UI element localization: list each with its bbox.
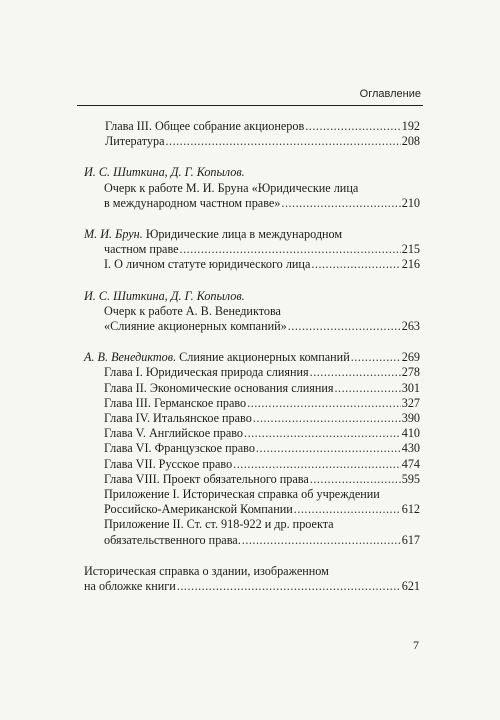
leader-dots: [177, 579, 401, 594]
toc-entry[interactable]: «Слияние акционерных компаний» ..... 263: [84, 319, 420, 334]
toc-authors: И. С. Шиткина, Д. Г. Копылов.: [84, 288, 245, 303]
toc-entry[interactable]: Глава IV. Итальянское право ..... 390: [84, 411, 420, 426]
toc-page-number: 390: [401, 411, 420, 426]
toc-entry[interactable]: Глава VIII. Проект обязательного права ..... 595: [84, 472, 420, 487]
header-divider: [77, 105, 423, 106]
leader-dots: [281, 196, 400, 211]
toc-entry[interactable]: Глава III. Общее собрание акционеров ..... 192: [84, 119, 420, 134]
leader-dots: [247, 396, 401, 411]
table-of-contents: [84, 119, 420, 594]
toc-page-number: 617: [401, 532, 420, 547]
leader-dots: [310, 472, 401, 487]
toc-page-number: 192: [401, 119, 420, 133]
leader-dots: [180, 242, 401, 257]
toc-page-number: 210: [401, 195, 420, 210]
leader-dots: [165, 134, 400, 149]
leader-dots: [334, 381, 400, 396]
toc-entry[interactable]: А. В. Венедиктов. Слияние акционерных компаний ..... 269: [84, 350, 420, 365]
leader-dots: [294, 502, 401, 517]
toc-entry[interactable]: Глава I. Юридическая природа слияния ..... 278: [84, 365, 420, 380]
leader-dots: [351, 350, 401, 365]
toc-page-number: 263: [401, 319, 420, 334]
running-header-title: Оглавление: [359, 88, 421, 100]
toc-entry[interactable]: Приложение II. Ст. ст. 918-922 и др. проекта: [104, 517, 334, 532]
leader-dots: [253, 411, 401, 426]
toc-authors: М. И. Брун.: [84, 227, 143, 242]
toc-page-number: 208: [401, 134, 420, 149]
toc-page-number: 278: [401, 365, 420, 380]
toc-page-number: 621: [401, 579, 420, 594]
toc-entry[interactable]: Глава VI. Французское право ..... 430: [84, 441, 420, 456]
toc-entry[interactable]: Очерк к работе А. В. Венедиктова: [104, 303, 281, 318]
toc-page-number: 216: [401, 257, 420, 272]
toc-entry[interactable]: Приложение I. Историческая справка об учреждении: [104, 487, 380, 502]
toc-entry[interactable]: на обложке книги ..... 621: [84, 579, 420, 594]
leader-dots: [311, 257, 400, 272]
toc-entry[interactable]: Историческая справка о здании, изображенном: [84, 563, 329, 578]
toc-page-number: 301: [401, 380, 420, 395]
toc-entry[interactable]: I. О личном статуте юридического лица ..... 216: [84, 257, 420, 272]
toc-entry[interactable]: Очерк к работе М. И. Бруна «Юридические лица: [104, 180, 359, 195]
toc-entry[interactable]: Литература ..... 208: [84, 134, 420, 149]
leader-dots: [242, 533, 401, 548]
toc-entry[interactable]: Глава III. Германское право ..... 327: [84, 396, 420, 411]
page-number: 7: [413, 638, 419, 652]
toc-page-number: 474: [401, 456, 420, 471]
toc-page-number: 215: [401, 242, 420, 257]
toc-authors: А. В. Венедиктов.: [84, 350, 177, 365]
toc-entry[interactable]: частном праве ..... 215: [84, 242, 420, 257]
leader-dots: [244, 426, 401, 441]
toc-page-number: 430: [401, 441, 420, 456]
leader-dots: [288, 319, 401, 334]
toc-entry[interactable]: Глава V. Английское право ..... 410: [84, 426, 420, 441]
toc-entry[interactable]: Глава II. Экономические основания слияния ..... 301: [84, 381, 420, 396]
toc-entry[interactable]: Глава VII. Русское право ..... 474: [84, 457, 420, 472]
toc-page-number: 269: [401, 350, 420, 365]
toc-page-number: 410: [401, 426, 420, 441]
leader-dots: [305, 119, 400, 134]
leader-dots: [233, 457, 401, 472]
toc-authors: И. С. Шиткина, Д. Г. Копылов.: [84, 165, 245, 180]
leader-dots: [310, 365, 401, 380]
toc-page-number: 612: [401, 502, 420, 517]
toc-entry[interactable]: М. И. Брун. Юридические лица в международном: [84, 227, 343, 242]
leader-dots: [256, 441, 401, 456]
toc-page-number: 327: [401, 395, 420, 410]
toc-entry[interactable]: Российско-Американской Компании ..... 612: [84, 502, 420, 517]
toc-entry[interactable]: в международном частном праве» ..... 210: [84, 196, 420, 211]
toc-entry[interactable]: обязательственного права. ..... 617: [84, 533, 420, 548]
toc-page-number: 595: [401, 471, 420, 486]
